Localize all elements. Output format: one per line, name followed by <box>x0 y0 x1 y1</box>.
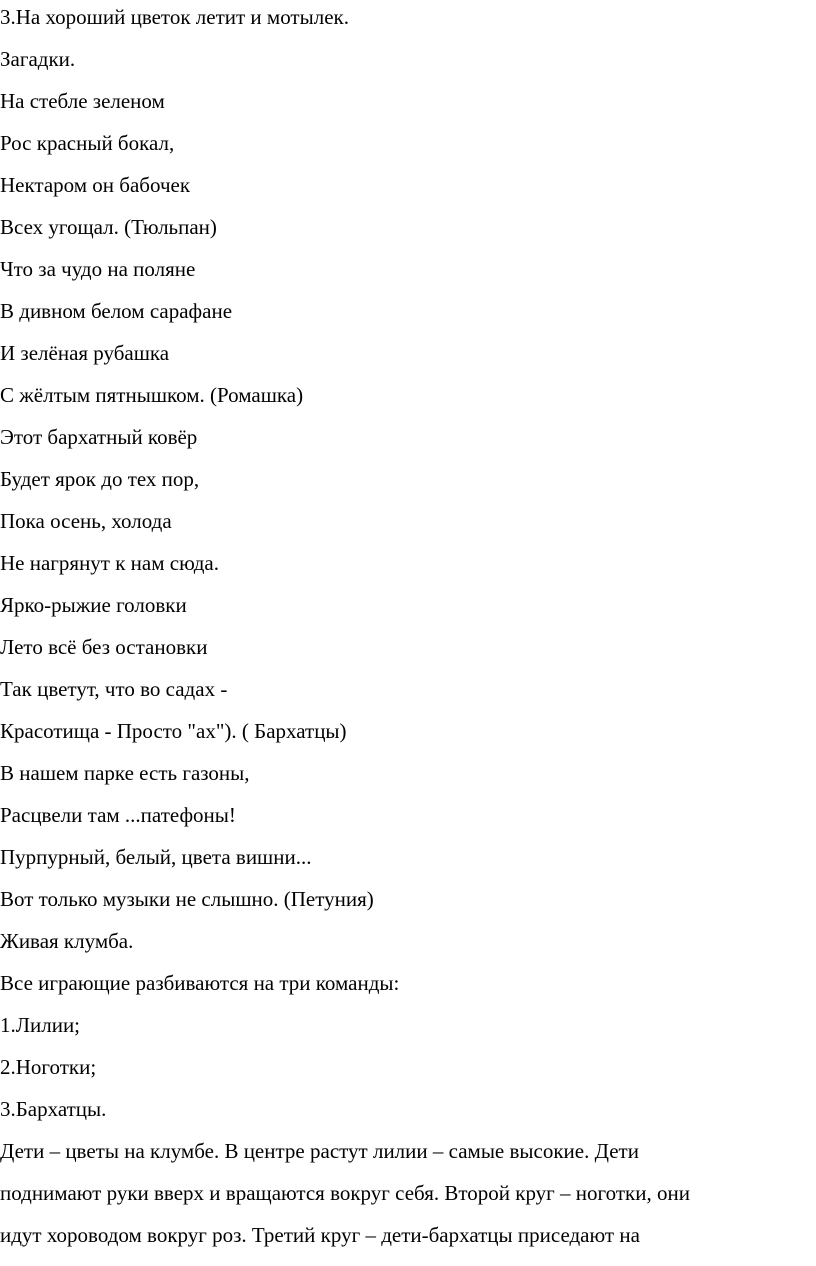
live-flowerbed-heading: Живая клумба. <box>0 929 134 953</box>
riddle-line: На стебле зеленом <box>0 89 165 113</box>
riddle-line: Вот только музыки не слышно. (Петуния) <box>0 887 374 911</box>
game-intro-line: 3.На хороший цветок летит и мотылек. <box>0 5 349 29</box>
riddle-line: Красотища - Просто "ах"). ( Бархатцы) <box>0 719 347 743</box>
riddle-line: Пурпурный, белый, цвета вишни... <box>0 845 312 869</box>
riddle-line: Расцвели там ...патефоны! <box>0 803 236 827</box>
riddle-line: Всех угощал. (Тюльпан) <box>0 215 217 239</box>
riddle-line: Рос красный бокал, <box>0 131 175 155</box>
riddle-line: Этот бархатный ковёр <box>0 425 198 449</box>
riddle-line: Так цветут, что во садах - <box>0 677 228 701</box>
riddles-heading: Загадки. <box>0 47 76 71</box>
riddle-line: Ярко-рыжие головки <box>0 593 187 617</box>
riddle-line: С жёлтым пятнышком. (Ромашка) <box>0 383 304 407</box>
riddle-line: Нектаром он бабочек <box>0 173 191 197</box>
team-item-tagetes: 3.Бархатцы. <box>0 1097 107 1121</box>
riddle-line: Пока осень, холода <box>0 509 172 533</box>
riddle-line: И зелёная рубашка <box>0 341 170 365</box>
riddle-line: В нашем парке есть газоны, <box>0 761 250 785</box>
paragraph-line: Дети – цветы на клумбе. В центре растут лилии – самые высокие. Дети <box>0 1139 639 1163</box>
riddle-line: В дивном белом сарафане <box>0 299 233 323</box>
riddle-line: Что за чудо на поляне <box>0 257 196 281</box>
paragraph-line: идут хороводом вокруг роз. Третий круг – дети-бархатцы приседают на <box>0 1223 640 1247</box>
riddle-line: Не нагрянут к нам сюда. <box>0 551 219 575</box>
riddle-line: Будет ярок до тех пор, <box>0 467 200 491</box>
team-item-marigolds: 2.Ноготки; <box>0 1055 97 1079</box>
teams-intro-line: Все играющие разбиваются на три команды: <box>0 971 400 995</box>
team-item-lilies: 1.Лилии; <box>0 1013 81 1037</box>
paragraph-line: поднимают руки вверх и вращаются вокруг себя. Второй круг – ноготки, они <box>0 1181 690 1205</box>
riddle-line: Лето всё без остановки <box>0 635 208 659</box>
